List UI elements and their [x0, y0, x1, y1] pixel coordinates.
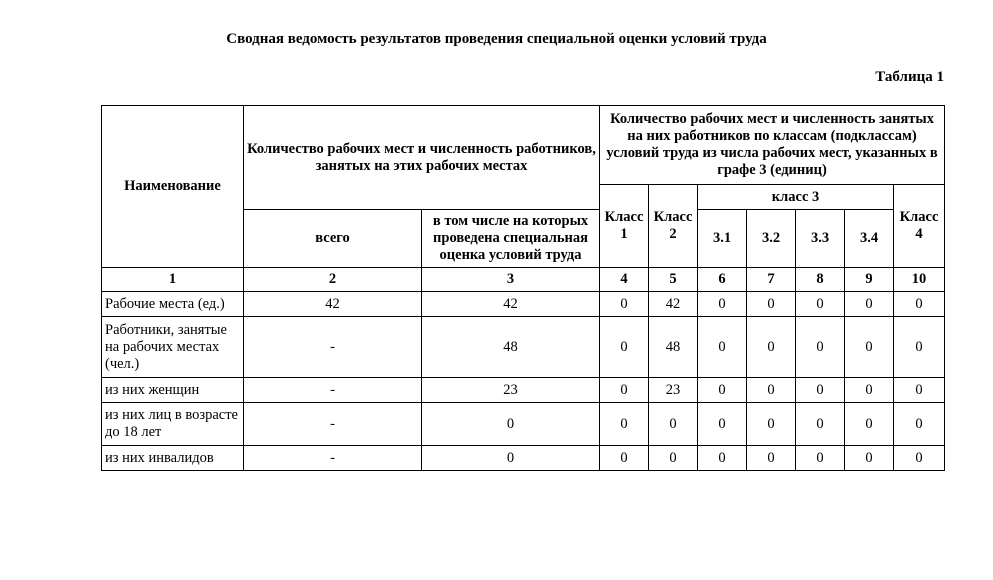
header-class-4: Класс 4 [894, 185, 945, 268]
cell-value: 0 [845, 446, 894, 471]
table-header [102, 106, 945, 292]
cell-value: 0 [894, 403, 945, 446]
row-name: из них лиц в возрасте до 18 лет [102, 403, 244, 446]
cell-value: 0 [796, 292, 845, 317]
table-row [102, 403, 945, 446]
header-assessed: в том числе на которых проведена специальная оценка условий труда [422, 210, 600, 268]
cell-value: 0 [422, 446, 600, 471]
cell-value: 0 [894, 317, 945, 378]
cell-value: 42 [244, 292, 422, 317]
cell-value: 0 [600, 378, 649, 403]
header-sub-3-4: 3.4 [845, 210, 894, 268]
cell-value: 0 [747, 446, 796, 471]
document-title: Сводная ведомость результатов проведения специальной оценки условий труда [226, 31, 767, 47]
cell-value: 0 [796, 317, 845, 378]
cell-value: 0 [747, 378, 796, 403]
cell-value: 0 [600, 292, 649, 317]
cell-value: - [244, 378, 422, 403]
column-number: 6 [698, 268, 747, 292]
cell-value: 0 [747, 292, 796, 317]
table-row [102, 378, 945, 403]
column-number-row [102, 268, 945, 292]
header-total: всего [244, 210, 422, 268]
cell-value: 0 [796, 378, 845, 403]
cell-value: 0 [796, 403, 845, 446]
table-row [102, 446, 945, 471]
row-name: Работники, занятые на рабочих местах (чел.) [102, 317, 244, 378]
cell-value: 42 [422, 292, 600, 317]
table-row [102, 317, 945, 378]
table-row [102, 292, 945, 317]
cell-value: 0 [698, 446, 747, 471]
header-class-1: Класс 1 [600, 185, 649, 268]
table-body [102, 292, 945, 471]
column-number: 9 [845, 268, 894, 292]
row-name: из них женщин [102, 378, 244, 403]
cell-value: 0 [894, 446, 945, 471]
cell-value: - [244, 446, 422, 471]
cell-value: 42 [649, 292, 698, 317]
cell-value: 0 [747, 403, 796, 446]
cell-value: - [244, 403, 422, 446]
header-sub-3-3: 3.3 [796, 210, 845, 268]
cell-value: 0 [600, 403, 649, 446]
cell-value: 23 [649, 378, 698, 403]
row-name: Рабочие места (ед.) [102, 292, 244, 317]
row-name: из них инвалидов [102, 446, 244, 471]
column-number: 2 [244, 268, 422, 292]
cell-value: 0 [845, 403, 894, 446]
cell-value: 0 [796, 446, 845, 471]
column-number: 7 [747, 268, 796, 292]
cell-value: 0 [600, 317, 649, 378]
summary-table [101, 105, 945, 471]
column-number: 1 [102, 268, 244, 292]
cell-value: 0 [649, 446, 698, 471]
cell-value: 0 [845, 317, 894, 378]
cell-value: 48 [422, 317, 600, 378]
cell-value: 0 [894, 378, 945, 403]
header-sub-3-2: 3.2 [747, 210, 796, 268]
cell-value: 48 [649, 317, 698, 378]
column-number: 5 [649, 268, 698, 292]
cell-value: 0 [747, 317, 796, 378]
cell-value: 0 [422, 403, 600, 446]
cell-value: 0 [649, 403, 698, 446]
header-class-3: класс 3 [698, 185, 894, 210]
cell-value: 0 [845, 378, 894, 403]
header-workplaces-group: Количество рабочих мест и численность работников, занятых на этих рабочих местах [244, 106, 600, 210]
column-number: 4 [600, 268, 649, 292]
header-sub-3-1: 3.1 [698, 210, 747, 268]
cell-value: 0 [698, 292, 747, 317]
table-caption: Таблица 1 [875, 69, 944, 85]
cell-value: - [244, 317, 422, 378]
cell-value: 0 [600, 446, 649, 471]
cell-value: 0 [894, 292, 945, 317]
cell-value: 0 [698, 378, 747, 403]
cell-value: 0 [845, 292, 894, 317]
column-number: 8 [796, 268, 845, 292]
cell-value: 23 [422, 378, 600, 403]
column-number: 3 [422, 268, 600, 292]
header-class-2: Класс 2 [649, 185, 698, 268]
cell-value: 0 [698, 403, 747, 446]
cell-value: 0 [698, 317, 747, 378]
header-classes-group: Количество рабочих мест и численность занятых на них работников по классам (подклассам) условий труда из числа рабочих мест, указанных в графе 3 (единиц) [600, 106, 945, 185]
column-number: 10 [894, 268, 945, 292]
header-name: Наименование [102, 106, 244, 268]
